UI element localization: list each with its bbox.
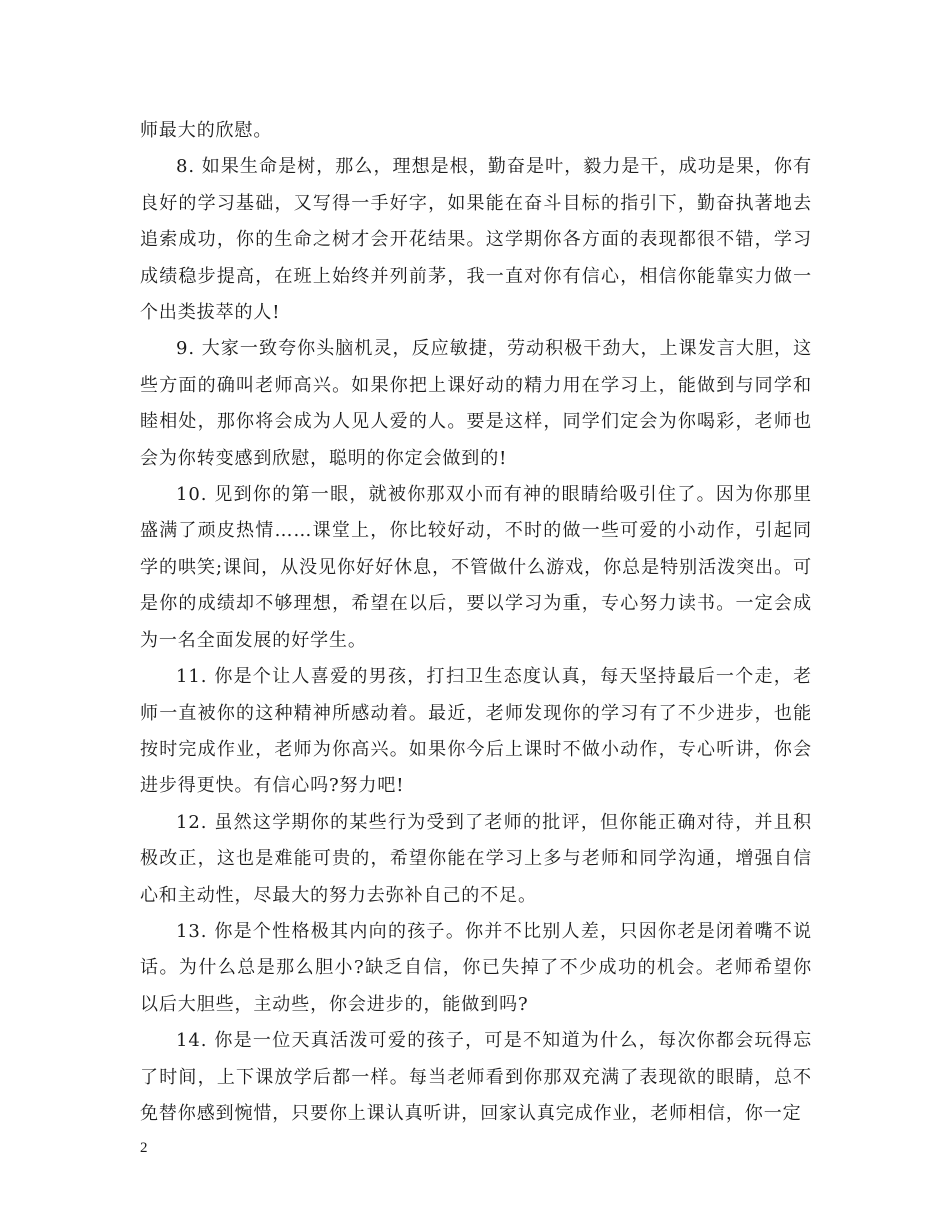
paragraph-text: 虽然这学期你的某些行为受到了老师的批评，但你能正确对待，并且积极改正，这也是难能可贵的，希望你能在学习上多与老师和同学沟通，增强自信心和主动性，尽最大的努力去弥补自己的不足。 — [140, 811, 812, 906]
paragraph-text: 你是一位天真活泼可爱的孩子，可是不知道为什么，每次你都会玩得忘了时间，上下课放学后都一样。每当老师看到你那双充满了表现欲的眼睛，总不免替你感到惋惜，只要你上课认真听讲，回家认真完成作业，老师相信，你一定 — [140, 1030, 812, 1124]
paragraph-continued — [140, 113, 812, 149]
paragraph-number: 13. — [176, 920, 208, 942]
paragraph-number: 8. — [176, 156, 195, 178]
paragraph-text: 大家一致夸你头脑机灵，反应敏捷，劳动积极干劲大，上课发言大胆，这些方面的确叫老师高兴。如果你把上课好动的精力用在学习上，能做到与同学和睦相处，那你将会成为人见人爱的人。要是这样，同学们定会为你喝彩，老师也会为你转变感到欣慰，聪明的你定会做到的! — [140, 338, 812, 469]
paragraph-number: 11. — [176, 666, 208, 688]
paragraph-text: 见到你的第一眼，就被你那双小而有神的眼睛给吸引住了。因为你那里盛满了顽皮热情……课堂上，你比较好动，不时的做一些可爱的小动作，引起同学的哄笑;课间，从没见你好好休息，不管做什么游戏，你总是特别活泼突出。可是你的成绩却不够理想，希望在以后，要以学习为重，专心努力读书。一定会成为一名全面发展的好学生。 — [140, 484, 812, 651]
page-number: 2 — [140, 1140, 148, 1156]
paragraph-item-8 — [140, 149, 812, 331]
paragraph-number: 12. — [176, 811, 208, 833]
paragraph-number: 10. — [176, 484, 208, 506]
paragraph-text: 师最大的欣慰。 — [140, 120, 273, 141]
paragraph-item-14 — [140, 1023, 812, 1132]
paragraph-text: 你是个让人喜爱的男孩，打扫卫生态度认真，每天坚持最后一个走，老师一直被你的这种精神所感动着。最近，老师发现你的学习有了不少进步，也能按时完成作业，老师为你高兴。如果你今后上课时不做小动作，专心听讲，你会进步得更快。有信心吗?努力吧! — [140, 666, 812, 797]
document-body — [140, 113, 812, 1132]
paragraph-text: 你是个性格极其内向的孩子。你并不比别人差，只因你老是闭着嘴不说话。为什么总是那么胆小?缺乏自信，你已失掉了不少成功的机会。老师希望你以后大胆些，主动些，你会进步的，能做到吗? — [140, 920, 812, 1015]
paragraph-number: 9. — [176, 338, 195, 360]
paragraph-item-12 — [140, 805, 812, 914]
paragraph-item-10 — [140, 477, 812, 659]
paragraph-number: 14. — [176, 1030, 208, 1052]
paragraph-item-11 — [140, 659, 812, 805]
paragraph-text: 如果生命是树，那么，理想是根，勤奋是叶，毅力是干，成功是果，你有良好的学习基础，又写得一手好字，如果能在奋斗目标的指引下，勤奋执著地去追索成功，你的生命之树才会开花结果。这学期你各方面的表现都很不错，学习成绩稳步提高，在班上始终并列前茅，我一直对你有信心，相信你能靠实力做一个出类拔萃的人! — [140, 156, 812, 324]
paragraph-item-13 — [140, 914, 812, 1023]
paragraph-item-9 — [140, 331, 812, 477]
